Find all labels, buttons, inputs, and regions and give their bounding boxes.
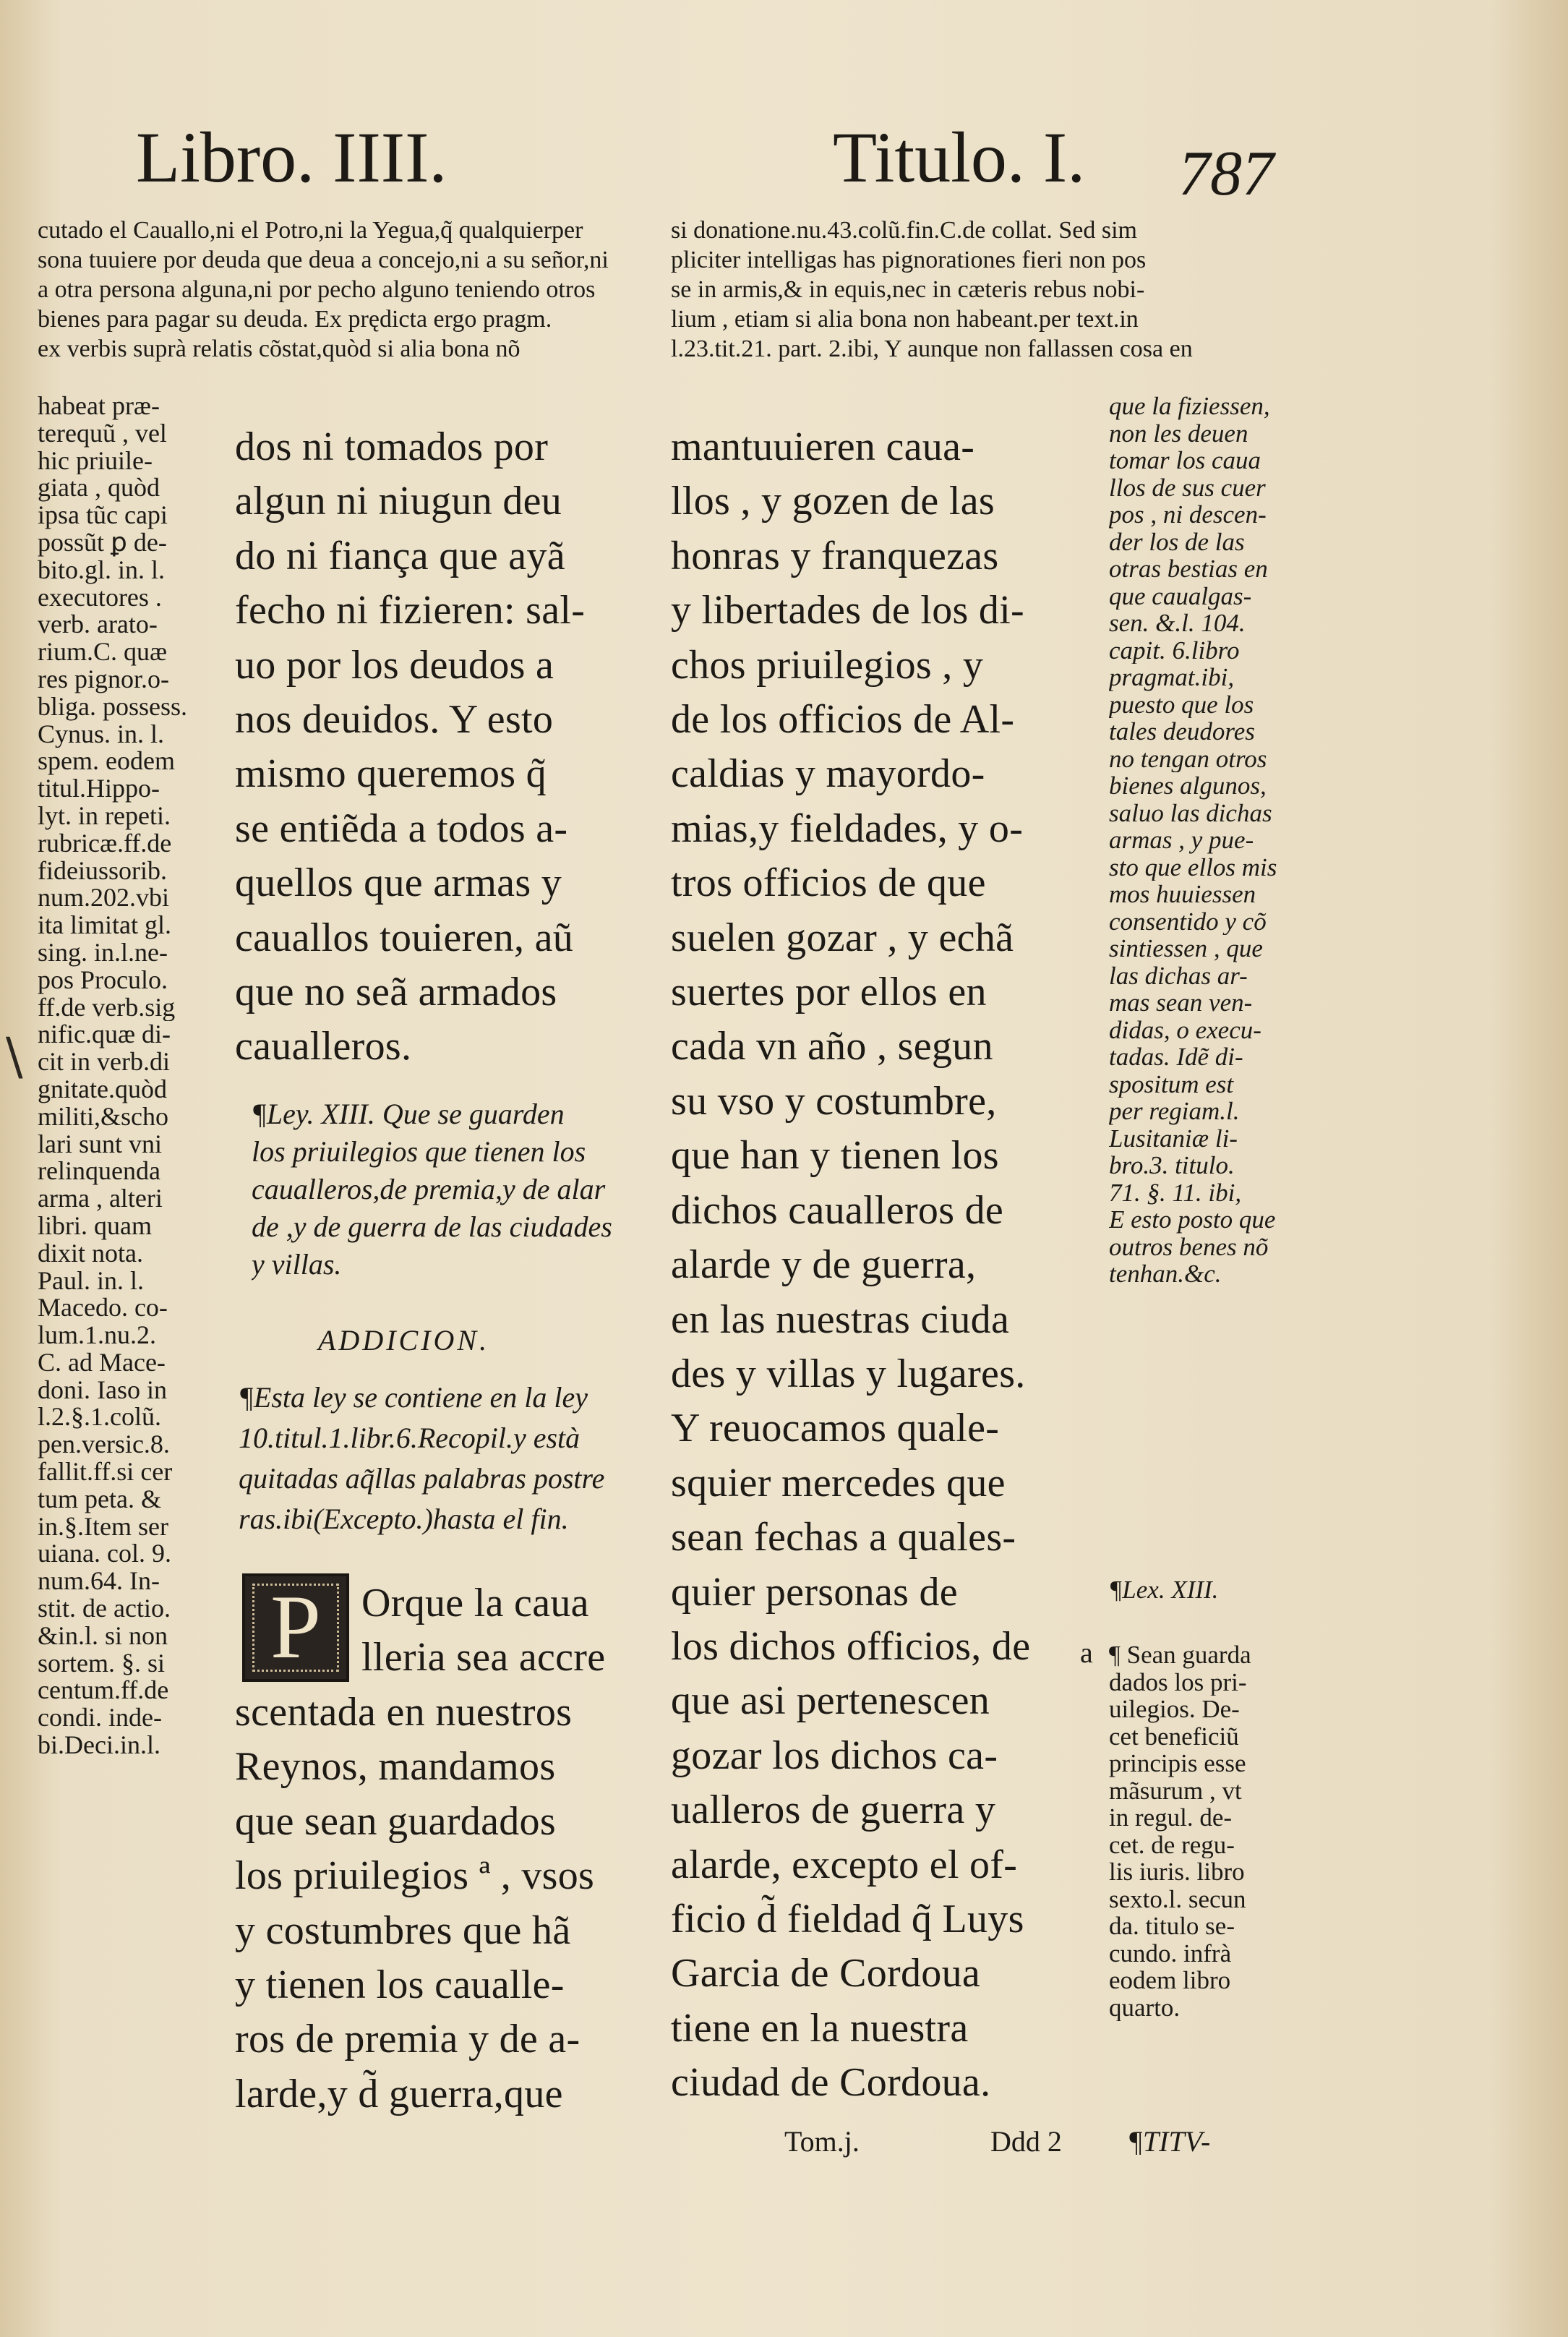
text-line: bliga. possess. (38, 693, 187, 721)
text-line: lis iuris. libro (1109, 1858, 1245, 1886)
text-line: fecho ni fizieren: sal- (235, 588, 586, 633)
text-line: pen.versic.8. (38, 1431, 170, 1459)
text-line: ualleros de guerra y (671, 1787, 996, 1833)
text-line: C. ad Mace- (38, 1349, 166, 1377)
text-line: algun ni niugun deu (235, 479, 562, 524)
text-line: squier mercedes que (671, 1460, 1006, 1505)
text-line: per regiam.l. (1109, 1098, 1240, 1125)
text-line: sortem. §. si (38, 1649, 165, 1678)
top-left-gloss (38, 215, 638, 364)
text-line: Macedo. co- (38, 1294, 168, 1323)
text-line: caualleros. (235, 1024, 412, 1069)
text-line: Reynos, mandamos (235, 1744, 556, 1790)
text-line: quitadas aq̃llas palabras postre (239, 1462, 605, 1495)
text-line: cada vn año , segun (671, 1024, 993, 1069)
text-line: mismo queremos q̃ (235, 751, 547, 797)
text-line: capit. 6.libro (1109, 636, 1240, 664)
text-line: bienes para pagar su deuda. Ex prędicta ergo pragm. (38, 306, 552, 333)
text-line: uiana. col. 9. (38, 1540, 171, 1568)
text-line: do ni fiança que ayã (235, 533, 565, 578)
text-line: se in armis,& in equis,nec in cæteris rebus nobi- (671, 276, 1145, 303)
folio-number: 787 (1178, 139, 1274, 209)
ley-heading (252, 1095, 642, 1283)
text-line: mias,y fieldades, y o- (671, 806, 1024, 851)
right-gloss-note (1109, 1641, 1290, 2021)
text-line: condi. inde- (38, 1704, 162, 1733)
text-line: da. titulo se- (1109, 1913, 1235, 1940)
main-column-1-top (235, 420, 640, 1074)
text-line: rium.C. quæ (38, 638, 168, 666)
text-line: dos ni tomados por (235, 424, 549, 469)
addicion-text (239, 1377, 643, 1539)
text-line: las dichas ar- (1109, 962, 1248, 989)
text-line: ita limitat gl. (38, 912, 171, 939)
text-line: doni. Iaso in (38, 1376, 167, 1404)
text-line: saluo las dichas (1109, 799, 1272, 826)
text-line: alarde, excepto el of- (671, 1842, 1018, 1887)
text-line: scentada en nuestros (235, 1690, 573, 1735)
text-line: sing. in.l.ne- (38, 939, 168, 967)
text-line: tiene en la nuestra (671, 2005, 969, 2051)
text-line: ¶ Sean guarda (1109, 1641, 1251, 1669)
text-line: in.§.Item ser (38, 1513, 168, 1541)
main-column-1-indented (361, 1576, 643, 1686)
text-line: chos priuilegios , y (671, 642, 984, 688)
text-line: principis esse (1109, 1750, 1246, 1777)
top-right-gloss (671, 215, 1271, 364)
text-line: bi.Deci.in.l. (38, 1732, 160, 1759)
text-line: sto que ellos mis (1109, 853, 1277, 881)
text-line: des y villas y lugares. (671, 1351, 1026, 1396)
text-line: ros de premia y de a- (235, 2017, 580, 2062)
text-line: tadas. Idẽ di- (1109, 1043, 1243, 1071)
text-line: hic priuile- (38, 447, 153, 475)
running-head-book: Libro. IIII. (136, 117, 447, 197)
text-line: cutado el Cauallo,ni el Potro,ni la Yegua,q̃ qualquierper (38, 217, 583, 244)
text-line: en las nuestras ciuda (671, 1296, 1010, 1342)
text-line: tomar los caua (1109, 447, 1261, 474)
text-line: ff.de verb.sig (38, 994, 176, 1022)
text-line: sean fechas a quales- (671, 1515, 1016, 1560)
text-line: nific.quæ di- (38, 1021, 171, 1049)
text-line: eodem libro (1109, 1967, 1231, 1994)
text-line: rubricæ.ff.de (38, 829, 172, 858)
text-line: lyt. in repeti. (38, 802, 171, 830)
footnote-mark: a (1080, 1636, 1093, 1669)
text-line: ciudad de Cordoua. (671, 2060, 991, 2106)
text-line: y costumbres que hã (235, 1907, 571, 1953)
text-line: didas, o execu- (1109, 1016, 1261, 1043)
text-line: spem. eodem (38, 748, 175, 776)
text-line: pliciter intelligas has pignorationes fieri non pos (671, 247, 1147, 273)
initial-letter: P (270, 1577, 322, 1678)
addicion-title: ADDICION. (318, 1324, 490, 1357)
text-line: quellos que armas y (235, 860, 562, 906)
text-line: bro.3. titulo. (1109, 1152, 1235, 1179)
text-line: bito.gl. in. l. (38, 556, 166, 584)
text-line: sen. &.l. 104. (1109, 610, 1246, 637)
text-line: ras.ibi(Excepto.)hasta el fin. (239, 1503, 569, 1535)
text-line: possũt ꝑ de- (38, 529, 167, 557)
text-line: titul.Hippo- (38, 775, 160, 803)
text-line: mos huuiessen (1109, 881, 1256, 908)
decorated-initial (242, 1573, 349, 1682)
text-line: uo por los deudos a (235, 642, 554, 688)
text-line: giata , quòd (38, 474, 160, 503)
text-line: y villas. (252, 1248, 342, 1281)
text-line: que no seã armados (235, 970, 557, 1015)
text-line: libri. quam (38, 1212, 152, 1240)
text-line: spositum est (1109, 1070, 1234, 1098)
text-line: ficio d̃ fieldad q̃ Luys (671, 1896, 1024, 1941)
text-line: habeat præ- (38, 393, 160, 420)
text-line: tales deudores (1109, 718, 1255, 745)
text-line: ipsa tũc capi (38, 502, 168, 529)
text-line: que caualgas- (1109, 582, 1252, 610)
text-line: outros benes nõ (1109, 1233, 1269, 1260)
text-line: lum.1.nu.2. (38, 1322, 157, 1349)
text-line: mãsurum , vt (1109, 1777, 1242, 1804)
text-line: y libertades de los di- (671, 588, 1024, 633)
text-line: res pignor.o- (38, 665, 169, 693)
text-line: lium , etiam si alia bona non habeant.per text.in (671, 306, 1139, 333)
text-line: ¶Esta ley se contiene en la ley (239, 1381, 588, 1414)
text-line: centum.ff.de (38, 1677, 169, 1705)
text-line: relinquenda (38, 1158, 160, 1186)
text-line: militi,&scho (38, 1103, 169, 1131)
text-line: gozar los dichos ca- (671, 1733, 998, 1778)
text-line: quarto. (1109, 1994, 1181, 2021)
text-line: 71. §. 11. ibi, (1109, 1179, 1242, 1206)
text-line: y tienen los caualle- (235, 1962, 565, 2008)
text-line: &in.l. si non (38, 1622, 168, 1650)
text-line: que sean guardados (235, 1798, 556, 1844)
text-line: dixit nota. (38, 1239, 143, 1268)
text-line: de ,y de guerra de las ciudades (252, 1210, 612, 1243)
text-line: alarde y de guerra, (671, 1242, 977, 1288)
text-line: mas sean ven- (1109, 989, 1253, 1017)
text-line: llos de sus cuer (1109, 474, 1266, 501)
text-line: fallit.ff.si cer (38, 1458, 173, 1486)
right-gloss-column (1109, 393, 1290, 1288)
text-line: caldias y mayordo- (671, 751, 985, 797)
text-line: E esto posto que (1109, 1206, 1276, 1234)
text-line: suelen gozar , y echã (671, 915, 1014, 960)
signature-mark: Ddd 2 (990, 2125, 1062, 2158)
text-line: Y reuocamos quale- (671, 1406, 1000, 1451)
text-line: cet. de regu- (1109, 1831, 1235, 1858)
text-line: nos deuidos. Y esto (235, 697, 554, 743)
tome-label: Tom.j. (784, 2125, 860, 2158)
text-line: terequũ , vel (38, 419, 167, 448)
text-line: mantuuieren caua- (671, 424, 975, 469)
text-line: los priuilegios ª , vsos (235, 1853, 595, 1899)
text-line: armas , y pue- (1109, 826, 1254, 854)
text-line: que han y tienen los (671, 1133, 999, 1179)
text-line: cauallos touieren, aũ (235, 915, 574, 960)
text-line: los dichos officios, de (671, 1623, 1031, 1669)
text-line: pragmat.ibi, (1109, 664, 1235, 691)
text-line: executores . (38, 584, 162, 612)
text-line: uilegios. De- (1109, 1696, 1240, 1723)
text-line: pos Proculo. (38, 966, 168, 994)
text-line: cit in verb.di (38, 1048, 170, 1076)
running-head-title: Titulo. I. (833, 117, 1086, 197)
text-line: pos , ni descen- (1109, 501, 1267, 529)
catchword: ¶TITV- (1128, 2125, 1211, 2158)
text-line: cundo. infrà (1109, 1939, 1232, 1967)
text-line: Paul. in. l. (38, 1267, 145, 1295)
main-column-2 (671, 420, 1083, 2111)
text-line: se entiẽda a todos a- (235, 806, 568, 851)
text-line: sexto.l. secun (1109, 1885, 1246, 1913)
text-line: que la fiziessen, (1109, 393, 1270, 420)
text-line: 10.titul.1.libr.6.Recopil.y està (239, 1422, 580, 1454)
text-line: Lusitaniæ li- (1109, 1124, 1238, 1152)
text-line: si donatione.nu.43.colũ.fin.C.de collat. Sed sim (671, 217, 1137, 244)
text-line: otras bestias en (1109, 555, 1268, 583)
text-line: llos , y gozen de las (671, 479, 995, 524)
text-line: ¶Ley. XIII. Que se guarden (252, 1098, 565, 1130)
text-line: sintiessen , que (1109, 935, 1263, 962)
text-line: los priuilegios que tienen los (252, 1135, 586, 1168)
text-line: ex verbis suprà relatis cõstat,quòd si alia bona nõ (38, 336, 520, 362)
text-line: num.202.vbi (38, 884, 170, 913)
text-line: l.2.§.1.colũ. (38, 1404, 161, 1432)
text-line: arma , alteri (38, 1185, 163, 1213)
text-line: no tengan otros (1109, 745, 1267, 772)
text-line: dados los pri- (1109, 1668, 1247, 1696)
text-line: der los de las (1109, 528, 1245, 555)
left-gloss-column (38, 393, 211, 1759)
text-line: a otra persona alguna,ni por pecho alguno teniendo otros (38, 276, 596, 303)
text-line: quier personas de (671, 1569, 958, 1615)
text-line: tum peta. & (38, 1485, 161, 1513)
text-line: Garcia de Cordoua (671, 1951, 981, 1996)
text-line: consentido y cõ (1109, 907, 1267, 935)
marginal-bracket-mark: \ (6, 1027, 23, 1086)
text-line: Cynus. in. l. (38, 720, 165, 748)
main-column-1-bottom (235, 1686, 643, 2122)
text-line: tenhan.&c. (1109, 1260, 1222, 1288)
text-line: que asi pertenescen (671, 1678, 990, 1724)
text-line: Orque la caua (361, 1581, 589, 1625)
text-line: gnitate.quòd (38, 1075, 167, 1103)
text-line: tros officios de que (671, 860, 986, 906)
text-line: non les deuen (1109, 419, 1248, 447)
text-line: cet beneficiũ (1109, 1722, 1239, 1750)
text-line: dichos caualleros de (671, 1187, 1004, 1233)
text-line: lleria sea accre (361, 1635, 606, 1680)
text-line: caualleros,de premia,y de alar (252, 1173, 606, 1205)
text-line: puesto que los (1109, 691, 1254, 718)
text-line: in regul. de- (1109, 1804, 1233, 1832)
text-line: honras y franquezas (671, 533, 999, 578)
text-line: num.64. In- (38, 1568, 160, 1596)
text-line: sona tuuiere por deuda que deua a concejo,ni a su señor,ni (38, 247, 609, 273)
text-line: l.23.tit.21. part. 2.ibi, Y aunque non fallassen cosa en (671, 336, 1193, 362)
text-line: lari sunt vni (38, 1130, 162, 1158)
text-line: su vso y costumbre, (671, 1078, 997, 1124)
text-line: verb. arato- (38, 611, 158, 639)
text-line: fideiussorib. (38, 857, 167, 885)
text-line: suertes por ellos en (671, 970, 987, 1015)
text-line: bienes algunos, (1109, 772, 1267, 800)
text-line: larde,y d̃ guerra,que (235, 2071, 563, 2116)
text-line: stit. de actio. (38, 1595, 171, 1623)
right-gloss-lex-title: ¶Lex. XIII. (1109, 1576, 1219, 1604)
text-line: de los officios de Al- (671, 697, 1015, 743)
